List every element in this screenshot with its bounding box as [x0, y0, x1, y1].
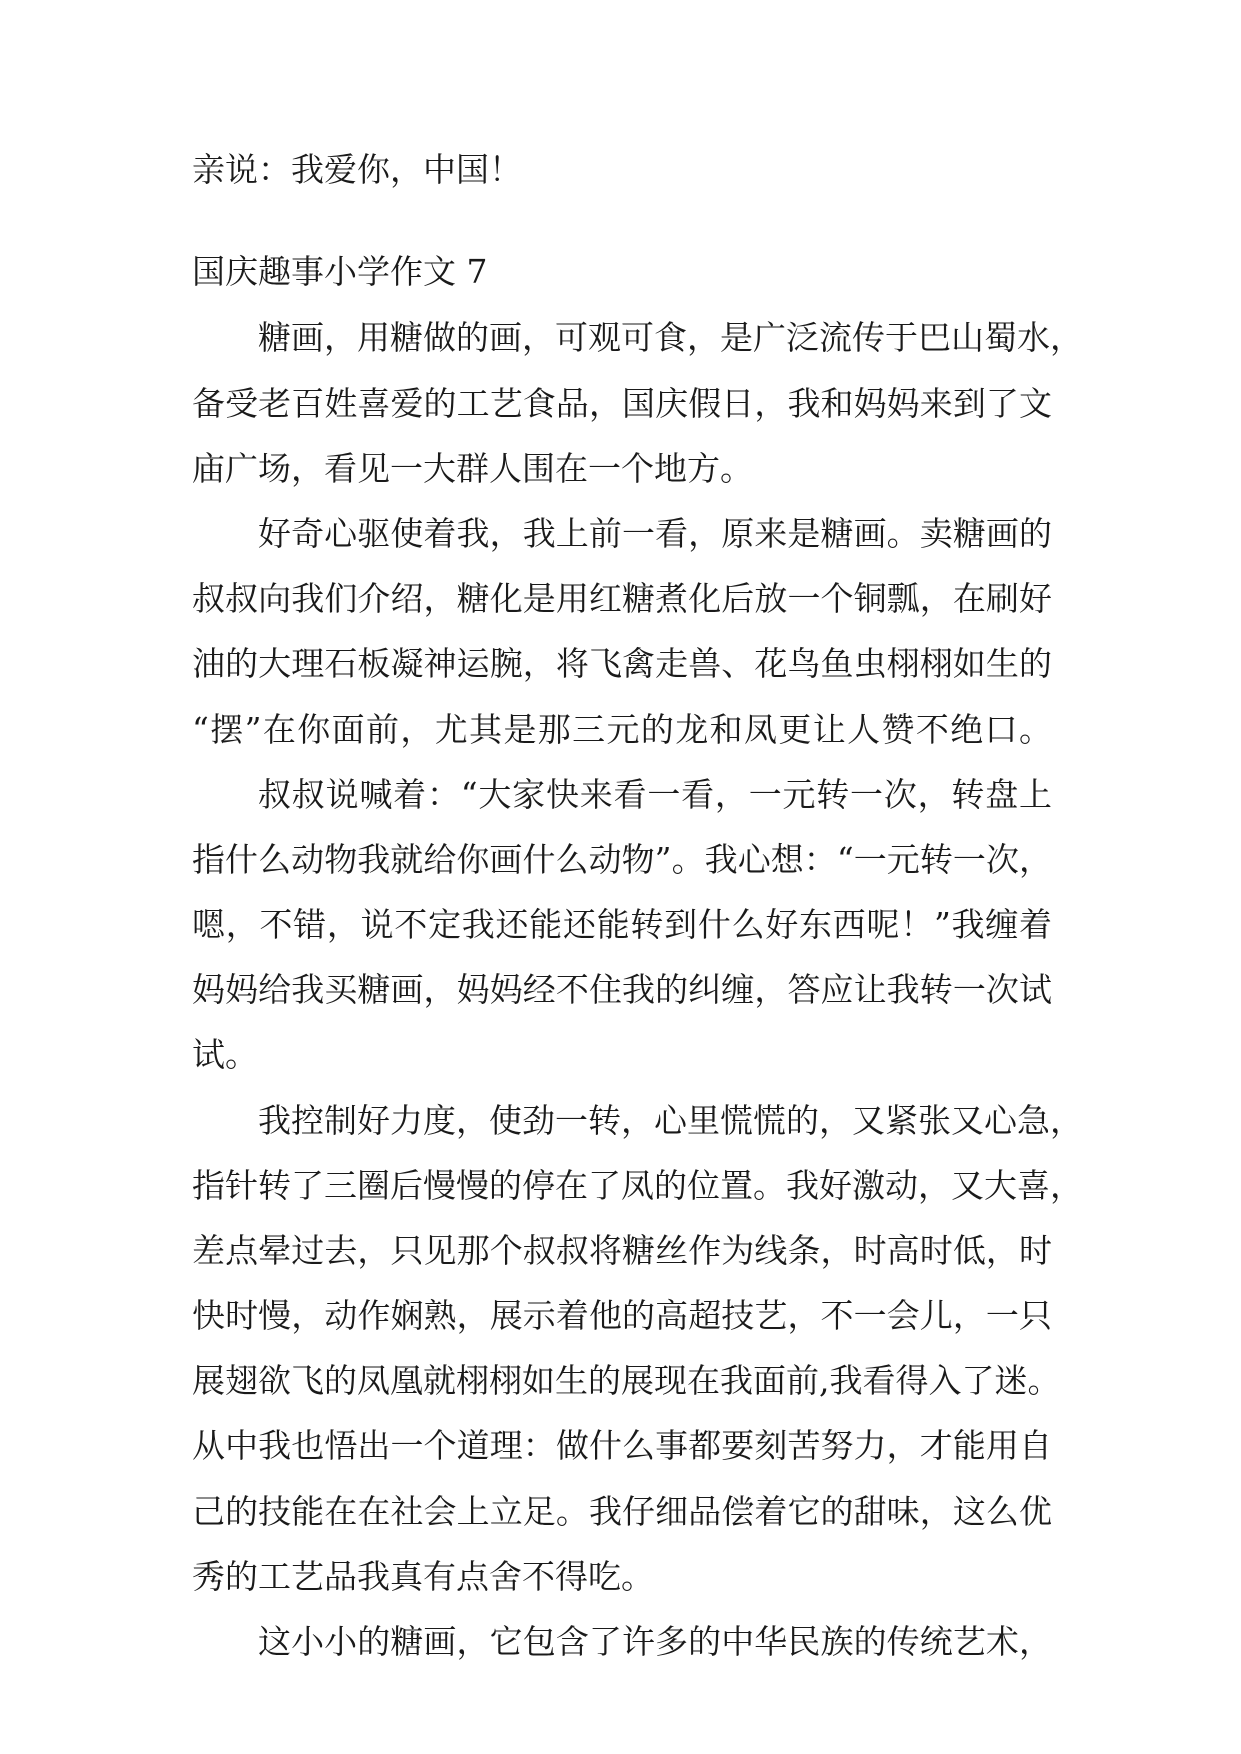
section-title: 国庆趣事小学作文 7	[192, 252, 488, 291]
text-line: 备受老百姓喜爱的工艺食品，国庆假日，我和妈妈来到了文	[192, 384, 1052, 423]
text-line: 糖画，用糖做的画，可观可食，是广泛流传于巴山蜀水，	[258, 318, 1083, 357]
text-line: 差点晕过去，只见那个叔叔将糖丝作为线条，时高时低，时	[192, 1231, 1052, 1270]
text-line: 这小小的糖画，它包含了许多的中华民族的传统艺术，	[258, 1622, 1052, 1661]
text-line: 己的技能在在社会上立足。我仔细品偿着它的甜味，这么优	[192, 1492, 1052, 1531]
text-line: 叔叔说喊着：“大家快来看一看，一元转一次，转盘上	[258, 775, 1052, 814]
text-line: 试。	[192, 1035, 258, 1074]
text-line: “摆”在你面前，尤其是那三元的龙和凤更让人赞不绝口。	[192, 710, 1052, 749]
text-line: 快时慢，动作娴熟，展示着他的高超技艺，不一会儿，一只	[192, 1296, 1052, 1335]
text-line: 油的大理石板凝神运腕，将飞禽走兽、花鸟鱼虫栩栩如生的	[192, 644, 1052, 683]
text-line: 指什么动物我就给你画什么动物”。我心想：“一元转一次，	[192, 840, 1052, 879]
intro-line: 亲说：我爱你，中国！	[192, 150, 522, 189]
text-line: 妈妈给我买糖画，妈妈经不住我的纠缠，答应让我转一次试	[192, 970, 1052, 1009]
text-line: 庙广场，看见一大群人围在一个地方。	[192, 449, 753, 488]
text-line: 我控制好力度，使劲一转，心里慌慌的，又紧张又心急，	[258, 1101, 1083, 1140]
text-line: 从中我也悟出一个道理：做什么事都要刻苦努力，才能用自	[192, 1426, 1052, 1465]
text-line: 嗯，不错，说不定我还能还能转到什么好东西呢！”我缠着	[192, 905, 1052, 944]
text-line: 好奇心驱使着我，我上前一看，原来是糖画。卖糖画的	[258, 514, 1052, 553]
text-line: 展翅欲飞的凤凰就栩栩如生的展现在我面前,我看得入了迷。	[192, 1361, 1061, 1400]
text-line: 指针转了三圈后慢慢的停在了凤的位置。我好激动，又大喜，	[192, 1166, 1083, 1205]
text-line: 叔叔向我们介绍，糖化是用红糖煮化后放一个铜瓢，在刷好	[192, 579, 1052, 618]
text-line: 秀的工艺品我真有点舍不得吃。	[192, 1557, 654, 1596]
